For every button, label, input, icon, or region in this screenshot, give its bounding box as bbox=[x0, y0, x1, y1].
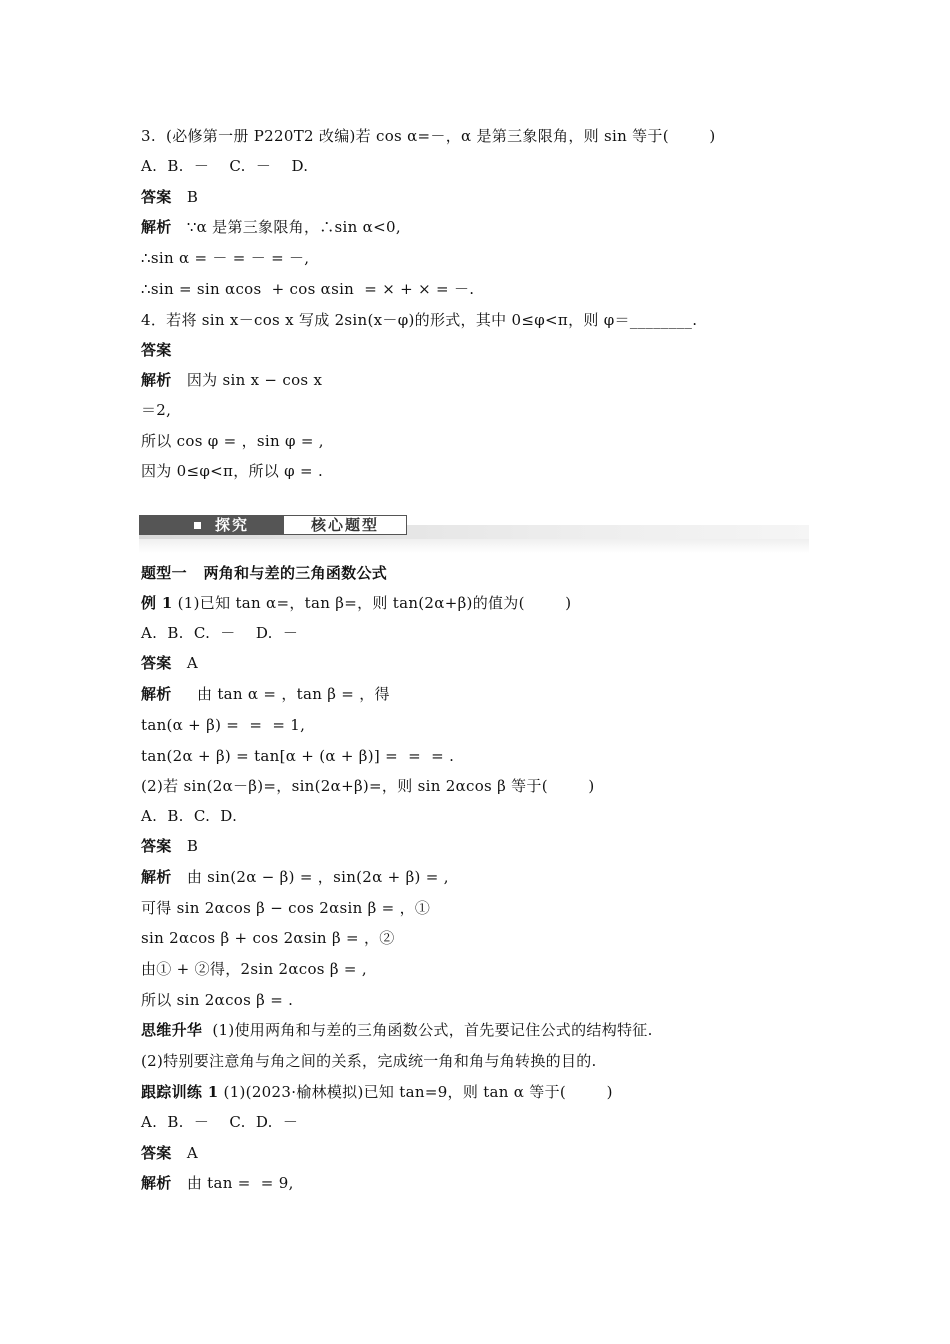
example-1-step-1: tan(α + β) = = = 1, bbox=[141, 716, 306, 734]
example-1-part-2-answer bbox=[141, 836, 198, 856]
practice-text: (1)(2023·榆林模拟)已知 tan=9，则 tan α 等于( ) bbox=[218, 1083, 613, 1101]
example-text: (1)已知 tan α=，tan β=，则 tan(2α+β)的值为( ) bbox=[172, 594, 572, 612]
example-1-part-2-step-3: 由① + ②得，2sin 2αcos β = , bbox=[141, 960, 367, 978]
problem-3-options: A. B. － C. － D. bbox=[141, 157, 309, 175]
analysis-text: ∵α 是第三象限角，∴sin α<0, bbox=[171, 218, 401, 236]
answer-label: 答案 bbox=[141, 341, 172, 359]
problem-3-statement: 3. (必修第一册 P220T2 改编)若 cos α=－，α 是第三象限角，则 sin 等于( ) bbox=[141, 127, 716, 145]
section-banner bbox=[139, 513, 809, 555]
topic-heading bbox=[141, 563, 387, 583]
example-1-analysis bbox=[141, 684, 390, 704]
problem-4-step-1: ＝2, bbox=[141, 401, 172, 419]
example-1-step-2: tan(2α + β) = tan[α + (α + β)] = = = . bbox=[141, 747, 455, 765]
analysis-label: 解析 bbox=[141, 371, 172, 389]
problem-4-step-2: 所以 cos φ = ，sin φ = , bbox=[141, 432, 324, 450]
example-1-part-2-analysis bbox=[141, 867, 449, 887]
problem-3-analysis bbox=[141, 217, 401, 237]
example-1-part-2-step-1: 可得 sin 2αcos β − cos 2αsin β = ，① bbox=[141, 899, 431, 917]
summary-point-1 bbox=[141, 1020, 653, 1040]
problem-4-analysis bbox=[141, 370, 322, 390]
analysis-label: 解析 bbox=[141, 868, 172, 886]
answer-value: A bbox=[171, 1144, 198, 1162]
example-1-part-2-step-2: sin 2αcos β + cos 2αsin β = ，② bbox=[141, 929, 395, 947]
answer-label: 答案 bbox=[141, 188, 172, 206]
analysis-label: 解析 bbox=[141, 1174, 172, 1192]
topic-title: 两角和与差的三角函数公式 bbox=[186, 564, 388, 582]
summary-label: 思维升华 bbox=[141, 1021, 203, 1039]
banner-fade bbox=[139, 539, 809, 553]
practice-1-options: A. B. － C. D. － bbox=[141, 1113, 299, 1131]
example-1-part-2-statement: (2)若 sin(2α－β)=，sin(2α+β)=，则 sin 2αcos β 等于( ) bbox=[141, 777, 595, 795]
problem-4-answer bbox=[141, 340, 172, 360]
problem-3-step-1: ∴sin α = － = － = －, bbox=[141, 249, 310, 267]
example-label: 例 1 bbox=[141, 594, 173, 612]
square-bullet-icon bbox=[194, 522, 201, 529]
answer-value: B bbox=[171, 837, 199, 855]
example-1-statement bbox=[141, 593, 571, 613]
problem-3-answer bbox=[141, 187, 198, 207]
practice-1-analysis bbox=[141, 1173, 294, 1193]
analysis-text: 由 sin(2α − β) = ，sin(2α + β) = , bbox=[171, 868, 449, 886]
answer-label: 答案 bbox=[141, 1144, 172, 1162]
analysis-label: 解析 bbox=[141, 218, 172, 236]
example-1-options: A. B. C. － D. － bbox=[141, 624, 299, 642]
problem-3-step-2: ∴sin = sin αcos + cos αsin = × + × = －. bbox=[141, 280, 475, 298]
problem-4-step-3: 因为 0≤φ<π，所以 φ = . bbox=[141, 462, 324, 480]
analysis-label: 解析 bbox=[141, 685, 172, 703]
practice-label: 跟踪训练 1 bbox=[141, 1083, 219, 1101]
topic-label: 题型一 bbox=[141, 564, 187, 582]
summary-text: (1)使用两角和与差的三角函数公式，首先要记住公式的结构特征. bbox=[202, 1021, 653, 1039]
analysis-text: 由 tan = = 9, bbox=[171, 1174, 294, 1192]
answer-value: A bbox=[171, 654, 198, 672]
analysis-text: 由 tan α = ，tan β = ，得 bbox=[171, 685, 390, 703]
example-1-part-2-step-4: 所以 sin 2αcos β = . bbox=[141, 991, 294, 1009]
answer-value: B bbox=[171, 188, 199, 206]
practice-1-answer bbox=[141, 1143, 198, 1163]
example-1-answer bbox=[141, 653, 198, 673]
banner-left-label: 探究 bbox=[215, 516, 250, 534]
summary-point-2: (2)特别要注意角与角之间的关系，完成统一角和角与角转换的目的. bbox=[141, 1052, 597, 1070]
analysis-text: 因为 sin x − cos x bbox=[171, 371, 323, 389]
answer-label: 答案 bbox=[141, 837, 172, 855]
example-1-part-2-options: A. B. C. D. bbox=[141, 807, 238, 825]
problem-4-statement: 4．若将 sin x－cos x 写成 2sin(x－φ)的形式，其中 0≤φ<π，则 φ＝________. bbox=[141, 311, 698, 329]
banner-dark-block bbox=[139, 515, 283, 535]
practice-1-statement bbox=[141, 1082, 613, 1102]
answer-label: 答案 bbox=[141, 654, 172, 672]
banner-right-label: 核心题型 bbox=[283, 515, 407, 535]
